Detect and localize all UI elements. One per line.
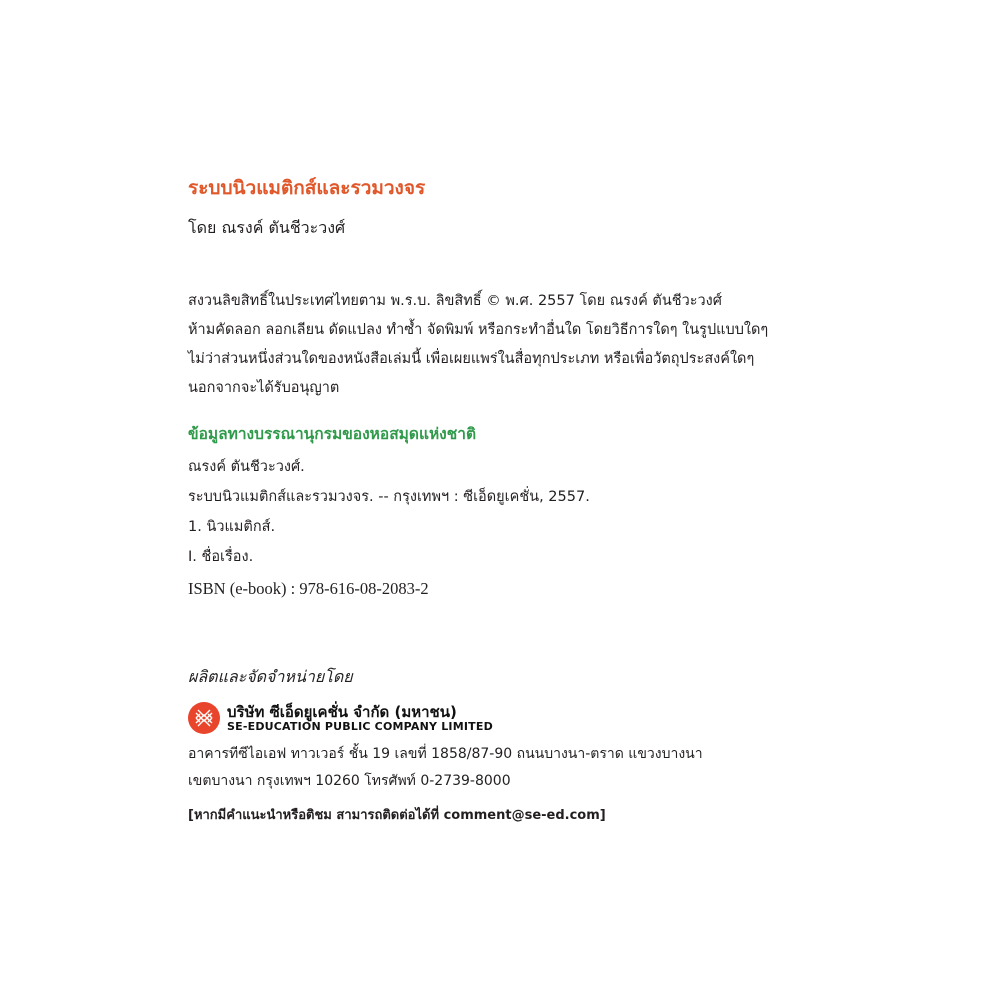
- cataloging-line: I. ชื่อเรื่อง.: [188, 549, 254, 565]
- address-line: เขตบางนา กรุงเทพฯ 10260 โทรศัพท์ 0-2739-8000: [188, 773, 511, 789]
- book-title: ระบบนิวแมติกส์และรวมวงจร: [188, 177, 426, 199]
- cataloging-heading: ข้อมูลทางบรรณานุกรมของหอสมุดแห่งชาติ: [188, 425, 477, 443]
- cataloging-entry: [188, 452, 590, 572]
- isbn: ISBN (e-book) : 978-616-08-2083-2: [188, 579, 429, 598]
- publisher-address: [188, 741, 703, 795]
- copyright-line: ห้ามคัดลอก ลอกเลียน ดัดแปลง ทำซ้ำ จัดพิมพ์ หรือกระทำอื่นใด โดยวิธีการใดๆ ในรูปแบบใดๆ: [188, 322, 769, 338]
- publisher-name-english: SE-EDUCATION PUBLIC COMPANY LIMITED: [227, 720, 493, 733]
- se-ed-logo-icon: [188, 702, 220, 734]
- copyright-line: ไม่ว่าส่วนหนึ่งส่วนใดของหนังสือเล่มนี้ เพื่อเผยแพร่ในสื่อทุกประเภท หรือเพื่อวัตถุประสงค์ใดๆ: [188, 351, 755, 367]
- cataloging-line: ณรงค์ ตันชีวะวงศ์.: [188, 459, 305, 475]
- copyright-notice: [188, 287, 768, 403]
- author-line: โดย ณรงค์ ตันชีวะวงศ์: [188, 218, 346, 237]
- publisher-name-thai: บริษัท ซีเอ็ดยูเคชั่น จำกัด (มหาชน): [227, 703, 457, 721]
- address-line: อาคารทีซีไอเอฟ ทาวเวอร์ ชั้น 19 เลขที่ 1858/87-90 ถนนบางนา-ตราด แขวงบางนา: [188, 746, 703, 762]
- cataloging-line: ระบบนิวแมติกส์และรวมวงจร. -- กรุงเทพฯ : ซีเอ็ดยูเคชั่น, 2557.: [188, 489, 590, 505]
- produced-by-label: ผลิตและจัดจำหน่ายโดย: [188, 667, 353, 686]
- cataloging-line: 1. นิวแมติกส์.: [188, 519, 276, 535]
- contact-note: [หากมีคำแนะนำหรือติชม สามารถติดต่อได้ที่ comment@se-ed.com]: [188, 808, 606, 823]
- copyright-line: นอกจากจะได้รับอนุญาต: [188, 380, 340, 396]
- copyright-line: สงวนลิขสิทธิ์ในประเทศไทยตาม พ.ร.บ. ลิขสิทธิ์ © พ.ศ. 2557 โดย ณรงค์ ตันชีวะวงศ์: [188, 293, 722, 309]
